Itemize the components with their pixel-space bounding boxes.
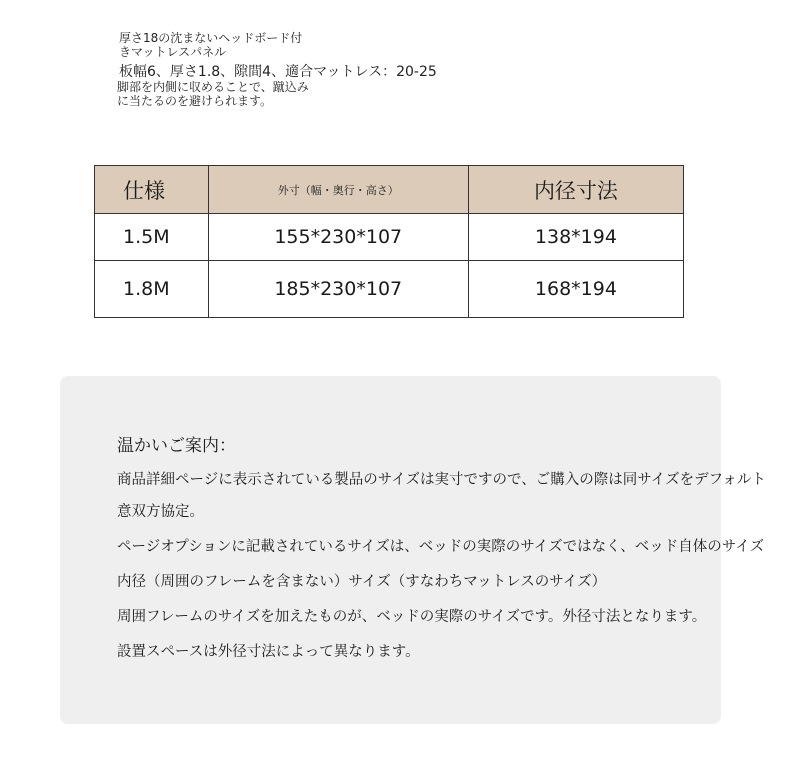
spec-table: [94, 165, 684, 318]
table-header-row: [95, 166, 684, 214]
intro-line: 脚部を内側に収めることで、蹴込み: [117, 80, 309, 94]
intro-line: に当たるのを避けられます。: [117, 94, 273, 108]
table-row: [95, 261, 684, 318]
table-row: [95, 214, 684, 261]
intro-line: 厚さ18の沈まないヘッドボード付: [119, 31, 303, 45]
cell-inner-size: 138*194: [468, 214, 683, 261]
notice-title: 温かいご案内：: [117, 436, 236, 456]
notice-line: 内径（周囲のフレームを含まない）サイズ（すなわちマットレスのサイズ）: [117, 574, 607, 590]
notice-line: 周囲フレームのサイズを加えたものが、ベッドの実際のサイズです。外径寸法となります。: [117, 609, 707, 625]
cell-outer-size: 155*230*107: [208, 214, 468, 261]
product-intro: [0, 0, 790, 120]
cell-spec: 1.5M: [95, 214, 209, 261]
header-spec: 仕様: [95, 166, 209, 214]
notice-line: 商品詳細ページに表示されている製品のサイズは実寸ですので、ご購入の際は同サイズをデフォルト: [117, 472, 766, 488]
cell-inner-size: 168*194: [468, 261, 683, 318]
notice-line: 意双方協定。: [117, 504, 204, 520]
cell-spec: 1.8M: [95, 261, 209, 318]
intro-spec-line: 板幅6、厚さ1.8、隙間4、適合マットレス：20-25: [119, 64, 437, 80]
notice-line: 設置スペースは外径寸法によって異なります。: [117, 644, 420, 660]
intro-line: きマットレスパネル: [119, 45, 227, 59]
header-outer-size: 外寸（幅・奥行・高さ）: [208, 166, 468, 214]
header-inner-size: 内径寸法: [468, 166, 683, 214]
cell-outer-size: 185*230*107: [208, 261, 468, 318]
notice-line: ページオプションに記載されているサイズは、ベッドの実際のサイズではなく、ベッド自体のサイズ: [117, 539, 765, 555]
